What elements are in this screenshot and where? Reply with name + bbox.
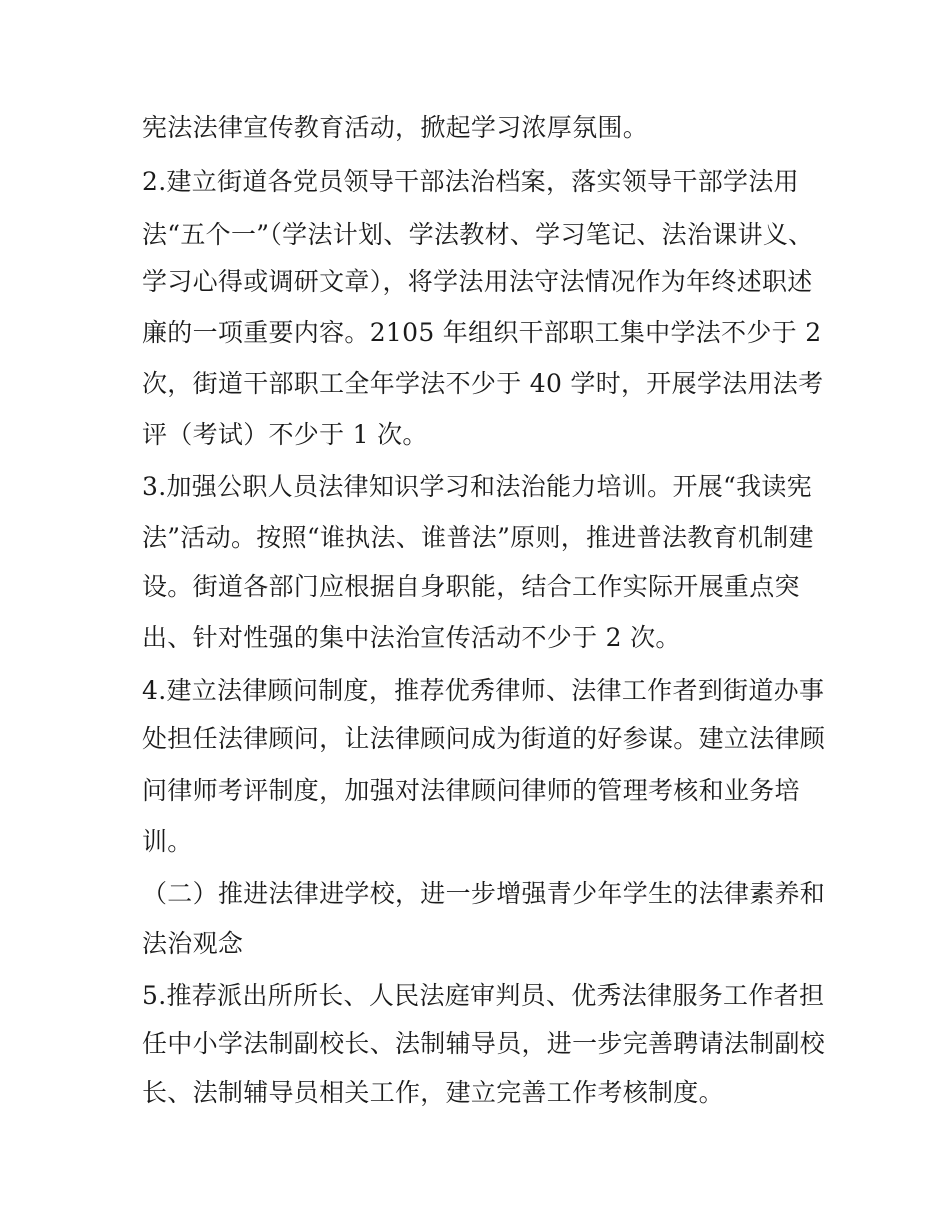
text-line: 长、法制辅导员相关工作，建立完善工作考核制度。 [142,1078,724,1107]
text-line: 出、针对性强的集中法治宣传活动不少于 2 次。 [142,623,681,652]
text-line: 学习心得或调研文章），将学法用法守法情况作为年终述职述 [142,267,813,296]
text-line: 2.建立街道各党员领导干部法治档案，落实领导干部学法用 [142,167,799,196]
text-line: 任中小学法制副校长、法制辅导员，进一步完善聘请法制副校 [142,1029,826,1058]
section-heading: 法治观念 [142,929,244,958]
text-line: 4.建立法律顾问制度，推荐优秀律师、法律工作者到街道办事 [142,676,825,705]
text-line: 3.加强公职人员法律知识学习和法治能力培训。开展“我读宪 [142,472,813,501]
text-line: 训。 [142,827,193,856]
text-line: 次，街道干部职工全年学法不少于 40 学时，开展学法用法考 [142,369,824,398]
section-heading: （二）推进法律进学校，进一步增强青少年学生的法律素养和 [142,879,826,908]
text-line: 设。街道各部门应根据自身职能，结合工作实际开展重点突 [142,572,800,601]
text-line: 宪法法律宣传教育活动，掀起学习浓厚氛围。 [142,113,649,142]
text-line: 廉的一项重要内容。2105 年组织干部职工集中学法不少于 2 [142,318,822,347]
text-line: 问律师考评制度，加强对法律顾问律师的管理考核和业务培 [142,776,800,805]
text-line: 处担任法律顾问，让法律顾问成为街道的好参谋。建立法律顾 [142,724,826,753]
text-line: 法“五个一”（学法计划、学法教材、学习笔记、法治课讲义、 [142,220,814,249]
text-line: 法”活动。按照“谁执法、谁普法”原则，推进普法教育机制建 [142,523,814,552]
text-line: 评（考试）不少于 1 次。 [142,420,428,449]
text-line: 5.推荐派出所所长、人民法庭审判员、优秀法律服务工作者担 [142,981,825,1010]
